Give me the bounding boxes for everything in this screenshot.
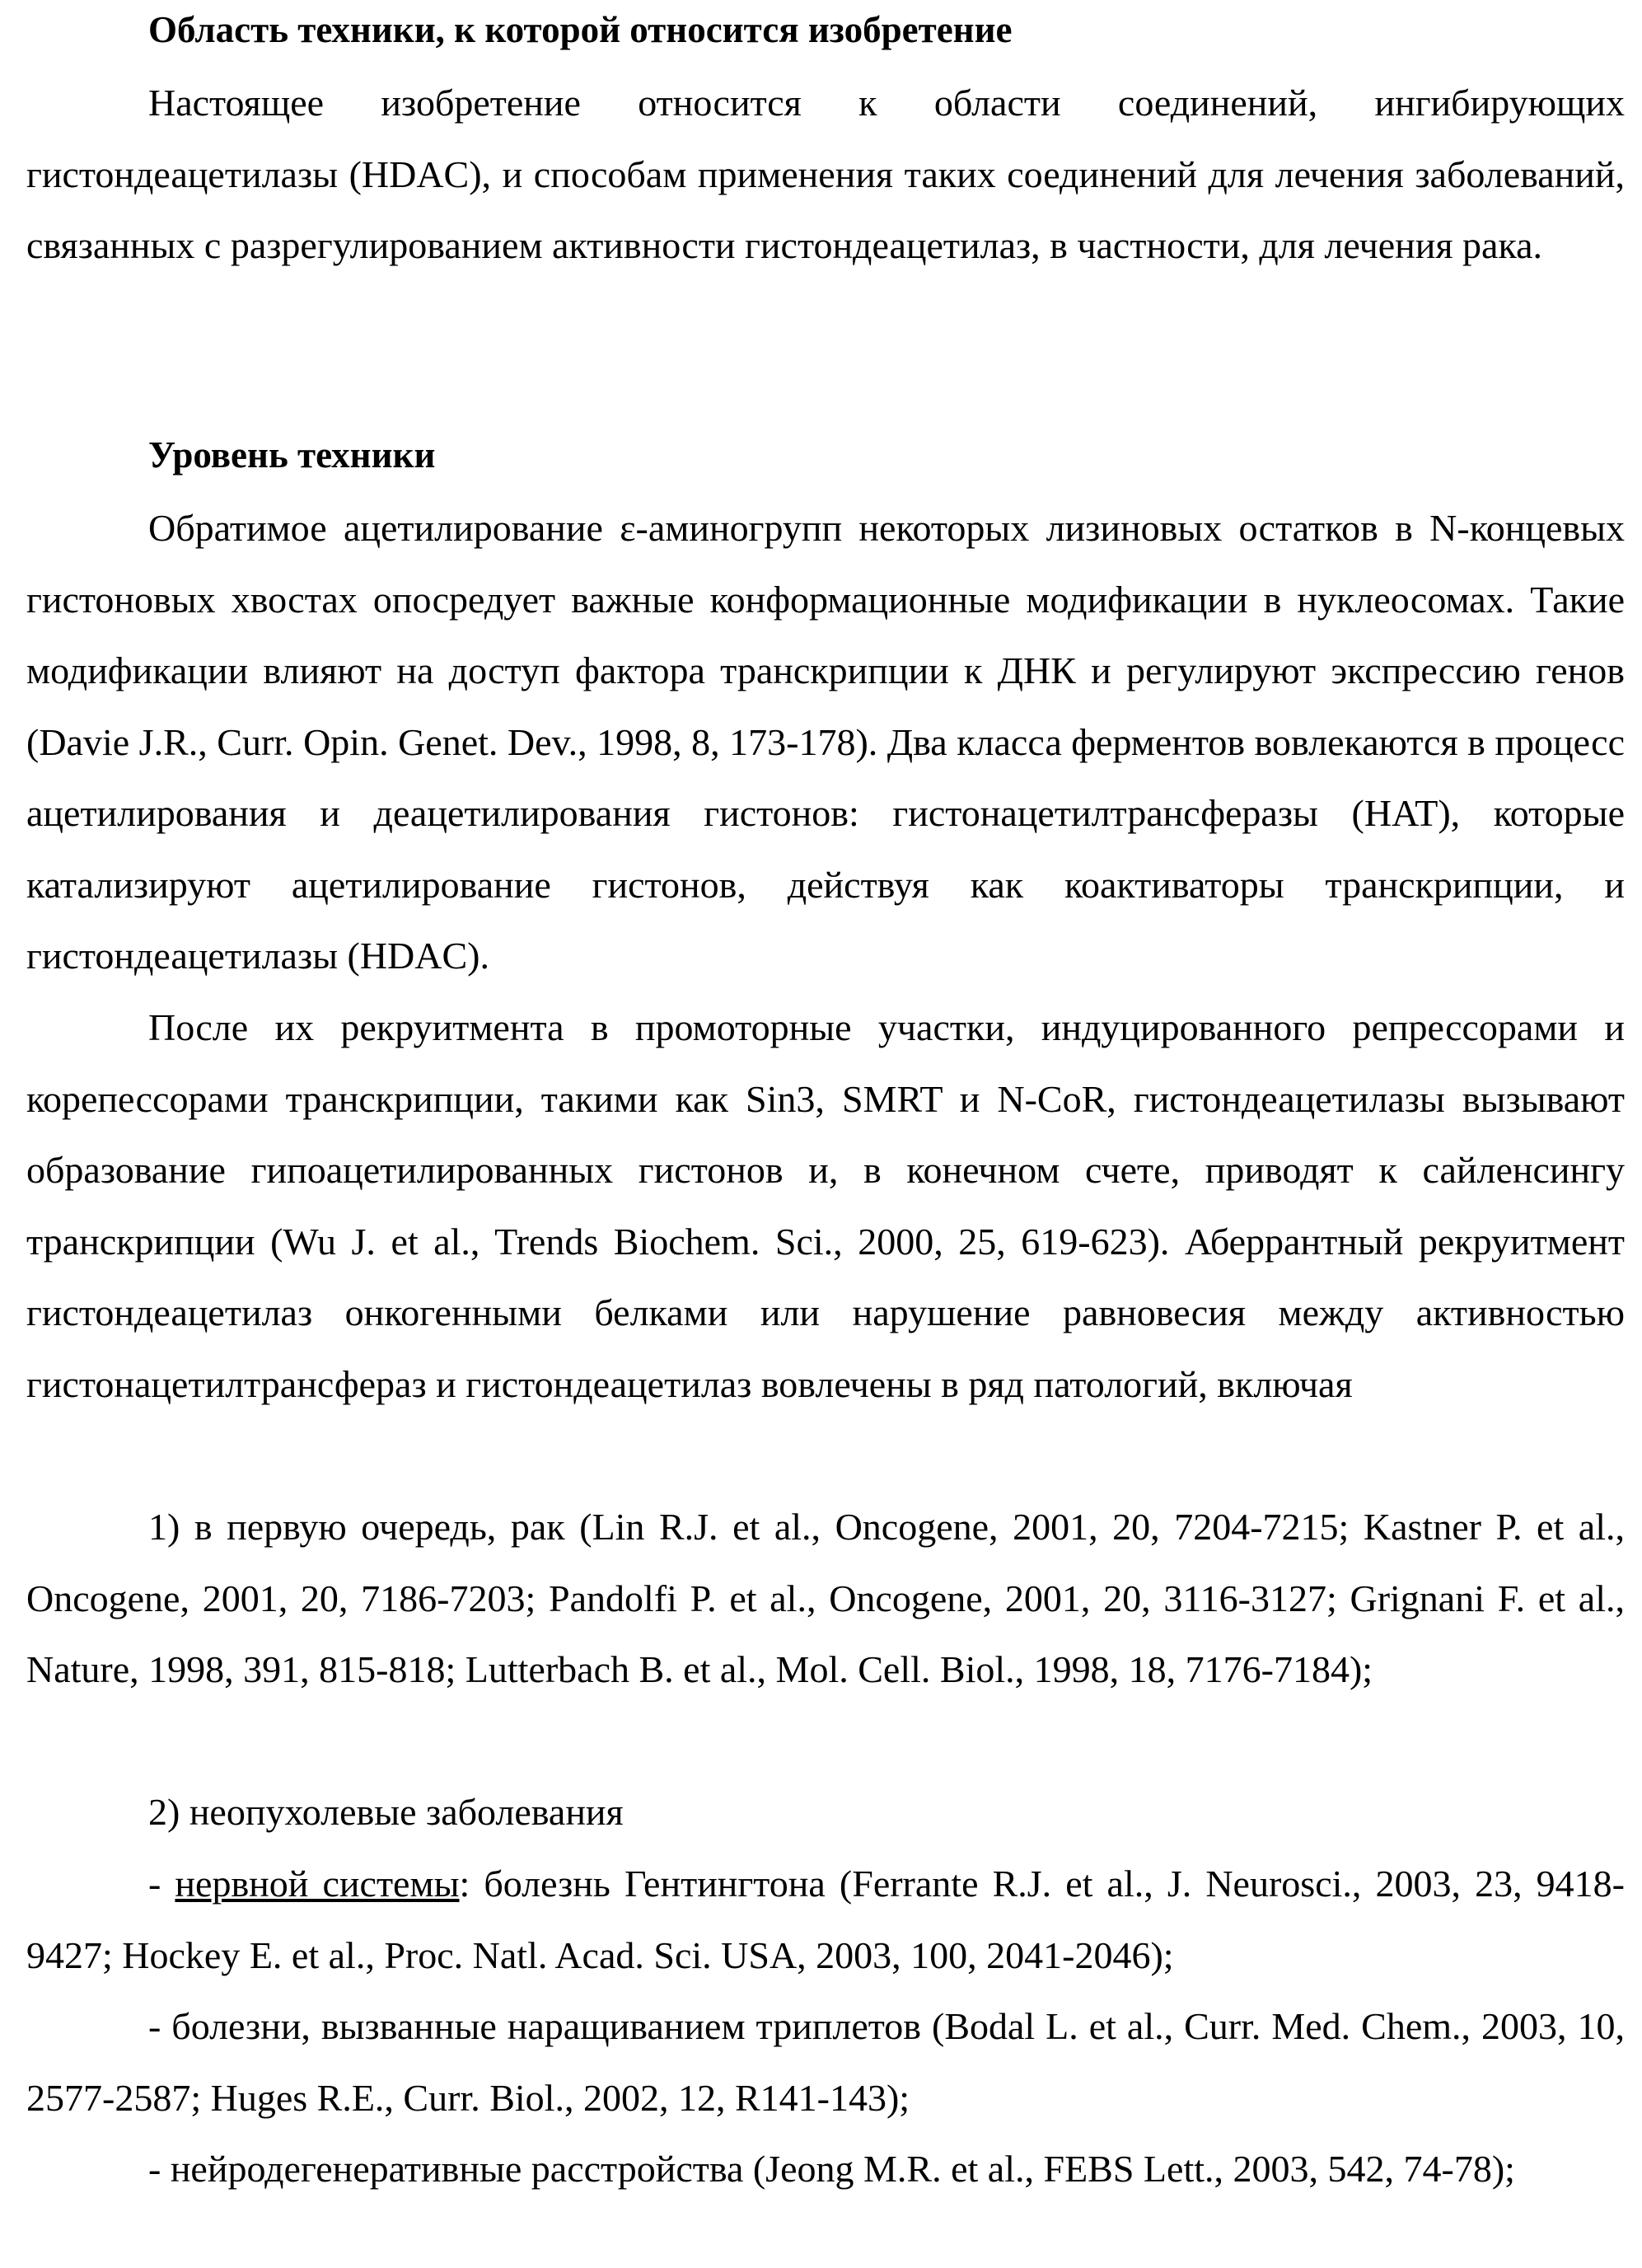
underlined-term-nervous-system: нервной системы (175, 1863, 459, 1905)
section-heading-background: Уровень техники (148, 430, 435, 480)
list-subitem-neurodegenerative: - нейродегенеративные расстройства (Jeong M.R. et al., FEBS Lett., 2003, 542, 74-78); (26, 2134, 1625, 2205)
section-heading-field-of-invention: Область техники, к которой относится изобретение (148, 5, 1013, 54)
subitem-text: : болезнь Гентингтона (Ferrante R.J. et al., J. Neurosci., 2003, 23, 9418-9427; Hockey E. et al., Proc. Natl. Acad. Sci. USA, 2003, 100, 2041-2046); (26, 1863, 1625, 1976)
document-page (0, 0, 1642, 2268)
list-subitem-nervous-system (26, 1849, 1625, 1991)
subitem-dash: - (148, 1863, 175, 1905)
paragraph-field-of-invention: Настоящее изобретение относится к области соединений, ингибирующих гистондеацетилазы (HDAC), и способам применения таких соединений для лечения заболеваний, связанных с разрегулированием активности гистондеацетилаз, в частности, для лечения рака. (26, 68, 1625, 282)
paragraph-acetylation: Обратимое ацетилирование ε-аминогрупп некоторых лизиновых остатков в N-концевых гистоновых хвостах опосредует важные конформационные модификации в нуклеосомах. Такие модификации влияют на доступ фактора транскрипции к ДНК и регулируют экспрессию генов (Davie J.R., Curr. Opin. Genet. Dev., 1998, 8, 173-178). Два класса ферментов вовлекаются в процесс ацетилирования и деацетилирования гистонов: гистонацетилтрансферазы (HAT), которые катализируют ацетилирование гистонов, действуя как коактиваторы транскрипции, и гистондеацетилазы (HDAC). (26, 493, 1625, 992)
paragraph-recruitment: После их рекруитмента в промоторные участки, индуцированного репрессорами и корепессорами транскрипции, такими как Sin3, SMRT и N-CoR, гистондеацетилазы вызывают образование гипоацетилированных гистонов и, в конечном счете, приводят к сайленсингу транскрипции (Wu J. et al., Trends Biochem. Sci., 2000, 25, 619-623). Аберрантный рекруитмент гистондеацетилаз онкогенными белками или нарушение равновесия между активностью гистонацетилтрансфераз и гистондеацетилаз вовлечены в ряд патологий, включая (26, 992, 1625, 1420)
list-item-cancer: 1) в первую очередь, рак (Lin R.J. et al., Oncogene, 2001, 20, 7204-7215; Kastner P. et al., Oncogene, 2001, 20, 7186-7203; Pandolfi P. et al., Oncogene, 2001, 20, 3116-3127; Grignani F. et al., Nature, 1998, 391, 815-818; Lutterbach B. et al., Mol. Cell. Biol., 1998, 18, 7176-7184); (26, 1492, 1625, 1706)
list-subitem-triplet-diseases: - болезни, вызванные наращиванием триплетов (Bodal L. et al., Curr. Med. Chem., 2003, 10, 2577-2587; Huges R.E., Curr. Biol., 2002, 12, R141-143); (26, 1991, 1625, 2134)
list-item-non-tumor: 2) неопухолевые заболевания (26, 1777, 1625, 1849)
